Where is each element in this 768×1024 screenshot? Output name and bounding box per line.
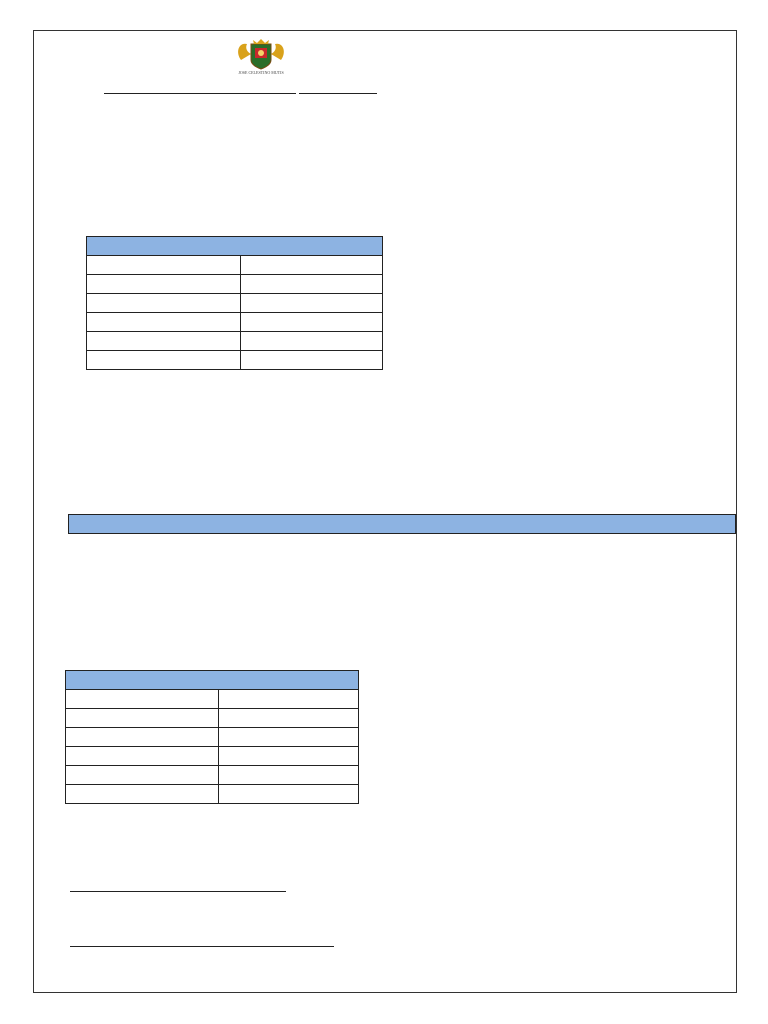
table-row	[87, 294, 383, 313]
total-row	[87, 351, 383, 370]
table-row	[87, 313, 383, 332]
total-row	[66, 785, 359, 804]
count-cell	[241, 332, 383, 351]
name-blank[interactable]	[104, 93, 296, 94]
answer-section	[70, 860, 370, 953]
svg-text:JOSE CELESTINO MUTIS: JOSE CELESTINO MUTIS	[238, 70, 284, 75]
total-label	[87, 351, 241, 370]
genre-cell	[87, 332, 241, 351]
activity-section	[70, 458, 730, 495]
date-blank[interactable]	[299, 93, 377, 94]
count-cell	[241, 313, 383, 332]
bar-chart-grid[interactable]	[368, 644, 736, 974]
blank-row[interactable]	[66, 766, 359, 785]
total-value	[241, 351, 383, 370]
genre-cell	[87, 313, 241, 332]
blank-row[interactable]	[66, 747, 359, 766]
table-row	[87, 275, 383, 294]
survey-results-table	[68, 514, 736, 534]
example-conclusion	[70, 414, 730, 433]
freq-total-blank[interactable]	[219, 785, 359, 804]
survey-title	[69, 515, 736, 534]
genre-column-header	[87, 256, 241, 275]
frequency-definition	[70, 125, 730, 218]
answer-blank-mode[interactable]	[70, 946, 334, 947]
student-info-line	[104, 86, 399, 97]
count-cell	[241, 275, 383, 294]
blank-row[interactable]	[66, 728, 359, 747]
example-frequency-table	[86, 236, 383, 370]
genre-cell	[87, 275, 241, 294]
blank-row[interactable]	[66, 709, 359, 728]
genre-cell	[87, 294, 241, 313]
count-cell	[241, 294, 383, 313]
freq-total-label	[66, 785, 219, 804]
table-row	[87, 332, 383, 351]
color-column-header	[66, 690, 219, 709]
blank-frequency-table	[65, 670, 359, 804]
school-logo	[233, 38, 289, 76]
answer-blank-color[interactable]	[70, 891, 286, 892]
